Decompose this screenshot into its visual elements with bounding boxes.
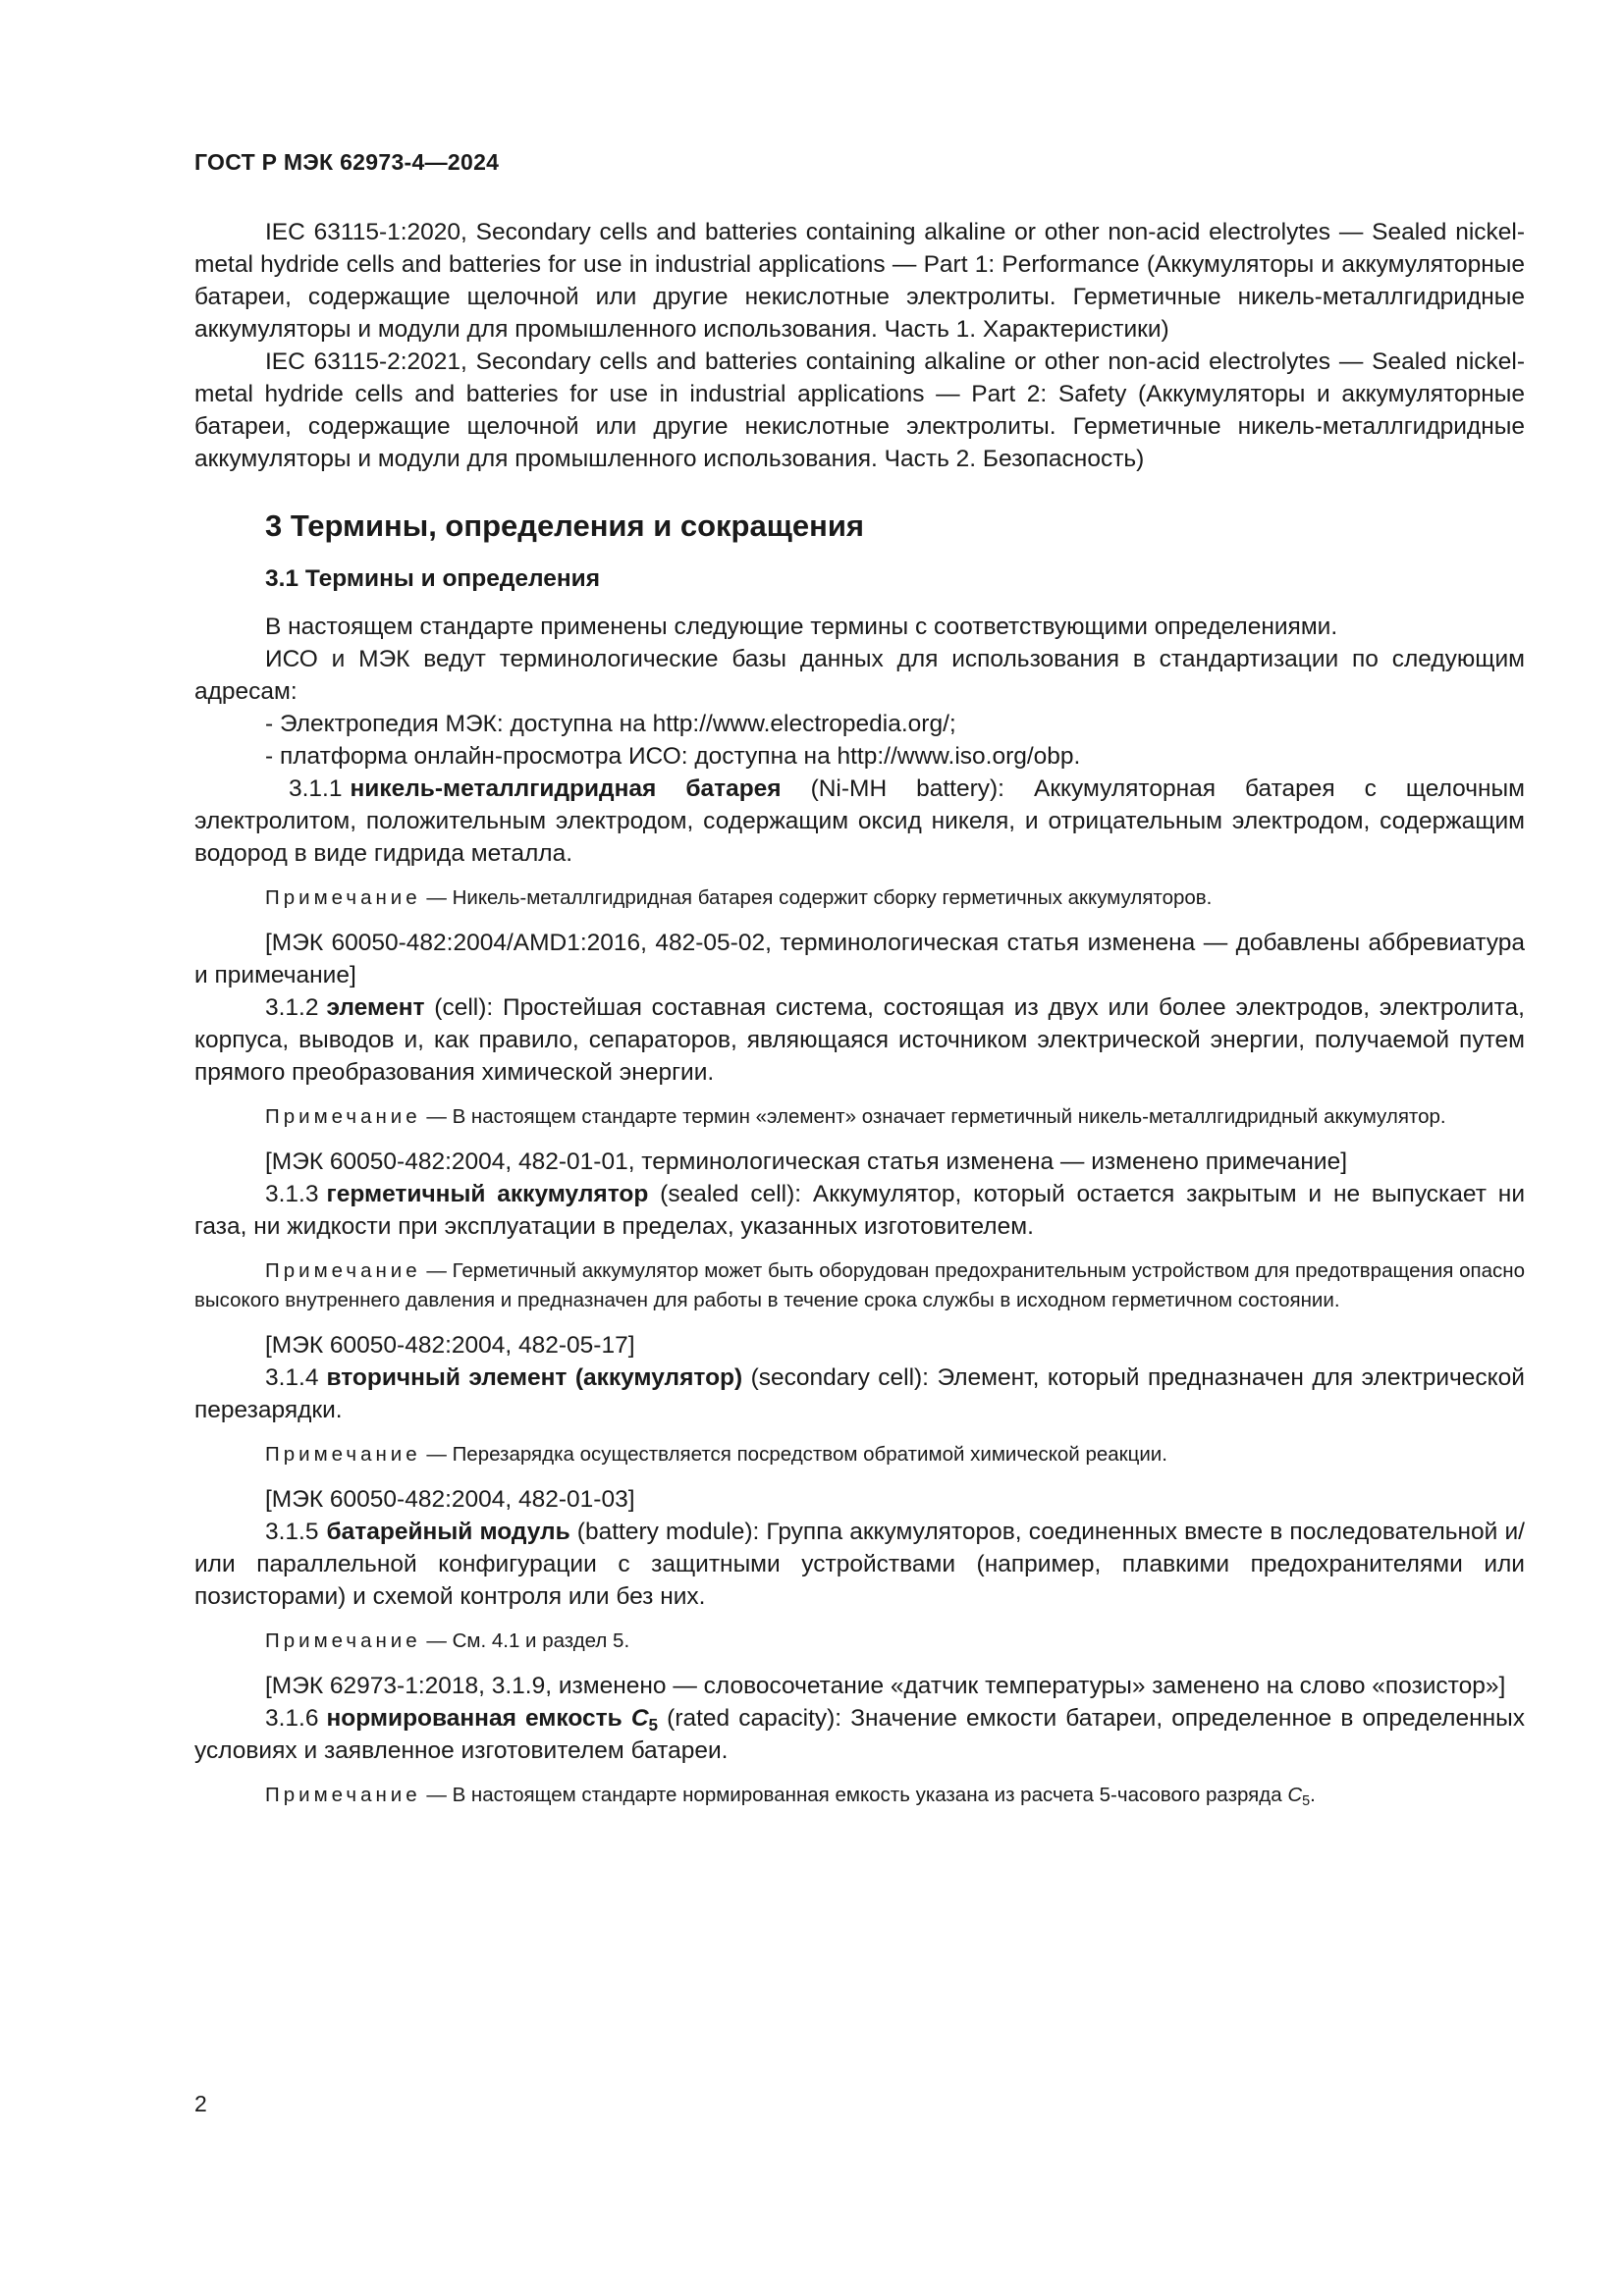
term-note: [194, 1102, 1525, 1132]
term-name: вторичный элемент (аккумулятор): [326, 1364, 743, 1391]
term-name: элемент: [326, 994, 425, 1021]
capacity-subscript: 5: [1302, 1793, 1311, 1810]
term-note: [194, 1627, 1525, 1656]
term-source: [МЭК 60050-482:2004, 482-01-03]: [265, 1486, 635, 1513]
term-note: [194, 883, 1525, 913]
section-intro: В настоящем стандарте применены следующие термины с соответствующими определениями.: [265, 614, 1338, 640]
note-text: Никель-металлгидридная батарея содержит сборку герметичных аккумуляторов.: [452, 886, 1213, 909]
document-header: ГОСТ Р МЭК 62973-4—2024: [194, 149, 500, 175]
term-text: (battery module): Группа аккумуляторов, соединенных вместе в последовательной и/или параллельной конфигурации с защитными устройствами (например, плавкими предохранителями или позисторами) и схемой контроля или без них.: [194, 1519, 1525, 1610]
note-label: Примечание: [265, 1629, 421, 1652]
term-name: нормированная емкость: [326, 1705, 631, 1732]
note-text: Перезарядка осуществляется посредством обратимой химической реакции.: [452, 1443, 1167, 1466]
note-label: Примечание: [265, 1784, 421, 1806]
page-number: 2: [194, 2091, 207, 2116]
note-label: Примечание: [265, 886, 421, 909]
term-source: [МЭК 60050-482:2004/AMD1:2016, 482-05-02, терминологическая статья изменена — добавлены аббревиатура и примечание]: [194, 930, 1525, 988]
page-content: [194, 216, 1525, 1824]
term-number: 3.1.6: [265, 1705, 319, 1732]
term-number: 3.1.2: [265, 994, 319, 1021]
term-source: [МЭК 62973-1:2018, 3.1.9, изменено — словосочетание «датчик температуры» заменено на слово «позистор»]: [265, 1673, 1506, 1699]
term-number: 3.1.5: [265, 1519, 319, 1545]
note-dash: —: [420, 886, 453, 909]
term-note: [194, 1256, 1525, 1315]
section-title: 3 Термины, определения и сокращения: [265, 508, 864, 543]
note-text: Герметичный аккумулятор может быть оборудован предохранительным устройством для предотвращения опасно высокого внутреннего давления и предназначен для работы в течение срока службы в исходном герметичном состоянии.: [194, 1259, 1525, 1311]
note-label: Примечание: [265, 1259, 421, 1282]
note-text: См. 4.1 и раздел 5.: [452, 1629, 630, 1652]
term-number: 3.1.4: [265, 1364, 319, 1391]
note-dash: —: [420, 1629, 453, 1652]
term-number: 3.1.3: [265, 1181, 319, 1207]
reference-iec-63115-1: IEC 63115-1:2020, Secondary cells and batteries containing alkaline or other non-acid electrolytes — Sealed nickel-metal hydride cells and batteries for use in industrial applications — Part 1: Performance (Аккумуляторы и аккумуляторные батареи, содержащие щелочной или другие некислотные электролиты. Герметичные никель-металлгидридные аккумуляторы и модули для промышленного использования. Часть 1. Характеристики): [194, 219, 1525, 343]
term-definition: [194, 773, 1525, 870]
term-definition: [194, 1178, 1525, 1243]
capacity-subscript: 5: [648, 1714, 659, 1735]
note-end: .: [1310, 1784, 1316, 1806]
capacity-symbol: C: [1287, 1784, 1303, 1806]
note-label: Примечание: [265, 1443, 421, 1466]
term-text: (cell): Простейшая составная система, состоящая из двух или более электродов, электролита, корпуса, выводов и, как правило, сепараторов, являющаяся источником электрической энергии, получаемой путем прямого преобразования химической энергии.: [194, 994, 1525, 1086]
reference-iec-63115-2: IEC 63115-2:2021, Secondary cells and batteries containing alkaline or other non-acid electrolytes — Sealed nickel-metal hydride cells and batteries for use in industrial applications — Part 2: Safety (Аккумуляторы и аккумуляторные батареи, содержащие щелочной или другие некислотные электролиты. Герметичные никель-металлгидридные аккумуляторы и модули для промышленного использования. Часть 2. Безопасность): [194, 348, 1525, 472]
term-note: [194, 1440, 1525, 1469]
note-label: Примечание: [265, 1105, 421, 1128]
note-dash: —: [420, 1259, 453, 1282]
note-dash: —: [420, 1105, 453, 1128]
note-dash: —: [420, 1443, 453, 1466]
capacity-symbol: C: [630, 1705, 649, 1732]
term-name: герметичный аккумулятор: [326, 1181, 649, 1207]
subsection-title: 3.1 Термины и определения: [265, 565, 601, 592]
term-text: (secondary cell): Элемент, который предназначен для электрической перезарядки.: [194, 1364, 1525, 1423]
note-text: В настоящем стандарте термин «элемент» означает герметичный никель-металлгидридный аккумулятор.: [452, 1105, 1446, 1128]
term-note: [194, 1781, 1525, 1810]
term-text: (sealed cell): Аккумулятор, который остается закрытым и не выпускает ни газа, ни жидкости при эксплуатации в пределах, указанных изготовителем.: [194, 1181, 1526, 1240]
database-iso-obp: - платформа онлайн-просмотра ИСО: доступна на http://www.iso.org/obp.: [265, 743, 1081, 770]
term-source: [МЭК 60050-482:2004, 482-01-01, терминологическая статья изменена — изменено примечание]: [265, 1148, 1347, 1175]
term-text: (Ni-MH battery): Аккумуляторная батарея с щелочным электролитом, положительным электродом, содержащим оксид никеля, и отрицательным электродом, содержащим водород в виде гидрида металла.: [194, 775, 1525, 867]
term-source: [МЭК 60050-482:2004, 482-05-17]: [265, 1332, 635, 1359]
term-definition: [194, 1702, 1525, 1767]
note-text: В настоящем стандарте нормированная емкость указана из расчета 5-часового разряда: [452, 1784, 1288, 1806]
term-text: (rated capacity): Значение емкости батареи, определенное в определенных условиях и заявленное изготовителем батареи.: [194, 1705, 1525, 1764]
term-definition: [194, 1516, 1525, 1613]
term-definition: [194, 1362, 1525, 1426]
term-name: батарейный модуль: [326, 1519, 570, 1545]
database-electropedia: - Электропедия МЭК: доступна на http://www.electropedia.org/;: [265, 711, 956, 737]
term-name: никель-металлгидридная батарея: [350, 775, 782, 802]
term-definition: [194, 991, 1525, 1089]
databases-intro: ИСО и МЭК ведут терминологические базы данных для использования в стандартизации по следующим адресам:: [194, 646, 1525, 705]
term-number: 3.1.1: [289, 775, 343, 802]
note-dash: —: [420, 1784, 453, 1806]
